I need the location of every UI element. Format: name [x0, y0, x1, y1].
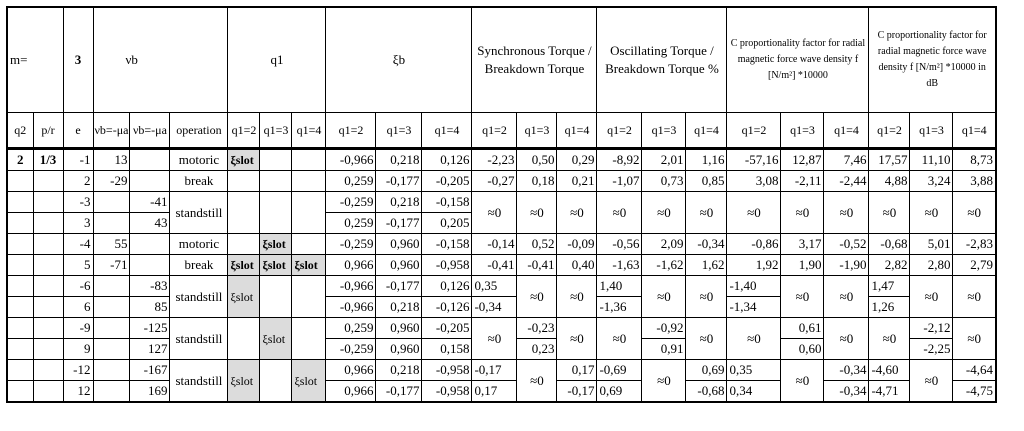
cell-xi-q4: -0,205	[422, 318, 472, 339]
cell-slot-q4	[292, 149, 326, 171]
col-slot-q3: q1=3	[260, 113, 292, 149]
cell-nu2: 85	[130, 297, 170, 318]
cell-xi-q3: -0,177	[376, 276, 422, 297]
cell-nu2: -125	[130, 318, 170, 339]
cell-sync-q3: -0,23	[517, 318, 557, 339]
cell-c-q3: 1,90	[781, 255, 824, 276]
cell-slot-q4	[292, 171, 326, 192]
cell-nu2: 43	[130, 213, 170, 234]
cell-slot-q4	[292, 318, 326, 360]
cell-sync-q3: ≈0	[517, 192, 557, 234]
cell-osc-q3: -1,62	[642, 255, 686, 276]
cell-nu1	[93, 213, 130, 234]
cell-e: -3	[63, 192, 93, 213]
cell-nu2: -41	[130, 192, 170, 213]
cell-xi-q2: 0,259	[326, 171, 376, 192]
cell-db-q2: ≈0	[869, 318, 910, 360]
cell-sync-q2: 0,35	[472, 276, 517, 297]
cell-c-q2: ≈0	[727, 318, 781, 360]
cell-slot-q2: ξslot	[228, 255, 260, 276]
cell-c-q3: 3,17	[781, 234, 824, 255]
cell-xi-q4: 0,158	[422, 339, 472, 360]
cell-db-q2: -0,68	[869, 234, 910, 255]
cell-osc-q4: 1,16	[686, 149, 727, 171]
cell-c-q4: -0,52	[824, 234, 869, 255]
cell-xi-q2: -0,966	[326, 297, 376, 318]
col-operation: operation	[170, 113, 228, 149]
cell-nu1	[93, 339, 130, 360]
table-row	[7, 255, 996, 276]
table-row	[7, 318, 996, 339]
cell-pr	[33, 318, 63, 339]
col-e: e	[63, 113, 93, 149]
cell-osc-q3: ≈0	[642, 192, 686, 234]
cell-slot-q2	[228, 192, 260, 234]
cell-osc-q3: 2,09	[642, 234, 686, 255]
cell-osc-q2: 1,40	[597, 276, 642, 297]
cell-sync-q2: -0,14	[472, 234, 517, 255]
col-osc-q3: q1=3	[642, 113, 686, 149]
cell-xi-q4: -0,958	[422, 381, 472, 403]
cell-slot-q4	[292, 276, 326, 318]
cell-sync-q2: -0,17	[472, 360, 517, 381]
cell-xi-q3: 0,218	[376, 149, 422, 171]
cell-nu2	[130, 255, 170, 276]
col-osc-q2: q1=2	[597, 113, 642, 149]
c-factor-header: C proportionality factor for radial magnetic force wave density f [N/m²] *10000	[727, 7, 869, 113]
cell-sync-q3: ≈0	[517, 360, 557, 403]
cell-operation: break	[170, 171, 228, 192]
cell-pr: 1/3	[33, 149, 63, 171]
cell-db-q2: ≈0	[869, 192, 910, 234]
cell-e: 9	[63, 339, 93, 360]
cell-osc-q3: 0,91	[642, 339, 686, 360]
col-q2: q2	[7, 113, 33, 149]
cell-nu1	[93, 192, 130, 213]
cell-osc-q3: ≈0	[642, 360, 686, 403]
cell-xi-q3: 0,960	[376, 318, 422, 339]
cell-xi-q3: 0,960	[376, 255, 422, 276]
cell-db-q2: -4,60	[869, 360, 910, 381]
col-xi-q2: q1=2	[326, 113, 376, 149]
cell-pr	[33, 339, 63, 360]
cell-q2	[7, 297, 33, 318]
cell-db-q2: 1,26	[869, 297, 910, 318]
cell-osc-q2: -0,69	[597, 360, 642, 381]
col-sync-q2: q1=2	[472, 113, 517, 149]
cell-osc-q4: ≈0	[686, 276, 727, 318]
cell-sync-q3: ≈0	[517, 276, 557, 318]
cell-pr	[33, 297, 63, 318]
cell-q2	[7, 255, 33, 276]
cell-db-q4: ≈0	[953, 192, 996, 234]
cell-pr	[33, 360, 63, 381]
cell-nu2	[130, 149, 170, 171]
cell-slot-q4	[292, 234, 326, 255]
xi-b-header: ξb	[326, 7, 472, 113]
cell-slot-q2: ξslot	[228, 360, 260, 403]
col-sync-q3: q1=3	[517, 113, 557, 149]
cell-xi-q3: 0,960	[376, 339, 422, 360]
cell-osc-q4: 1,62	[686, 255, 727, 276]
cell-slot-q3: ξslot	[260, 318, 292, 360]
cell-osc-q4: ≈0	[686, 318, 727, 360]
cell-operation: motoric	[170, 149, 228, 171]
cell-q2	[7, 318, 33, 339]
cell-osc-q3: 0,73	[642, 171, 686, 192]
table-row	[7, 171, 996, 192]
cell-nu1	[93, 381, 130, 403]
cell-c-q3: -2,11	[781, 171, 824, 192]
cell-db-q3: 2,80	[910, 255, 953, 276]
cell-xi-q2: 0,259	[326, 213, 376, 234]
cell-pr	[33, 171, 63, 192]
cell-pr	[33, 234, 63, 255]
cell-slot-q2	[228, 171, 260, 192]
cell-sync-q4: ≈0	[557, 192, 597, 234]
cell-xi-q2: 0,966	[326, 360, 376, 381]
cell-sync-q4: 0,21	[557, 171, 597, 192]
cell-osc-q2: -1,07	[597, 171, 642, 192]
cell-db-q4: -4,64	[953, 360, 996, 381]
cell-q2	[7, 339, 33, 360]
cell-xi-q2: -0,966	[326, 149, 376, 171]
cell-sync-q3: 0,23	[517, 339, 557, 360]
cell-operation: break	[170, 255, 228, 276]
cell-c-q4: -0,34	[824, 360, 869, 381]
cell-slot-q3: ξslot	[260, 255, 292, 276]
cell-sync-q2: -2,23	[472, 149, 517, 171]
cell-xi-q2: -0,259	[326, 234, 376, 255]
cell-c-q2: -1,40	[727, 276, 781, 297]
cell-sync-q3: 0,52	[517, 234, 557, 255]
col-slot-q4: q1=4	[292, 113, 326, 149]
table-row	[7, 234, 996, 255]
col-c-q4: q1=4	[824, 113, 869, 149]
osc-torque-header: Oscillating Torque / Breakdown Torque %	[597, 7, 727, 113]
cell-osc-q4: 0,85	[686, 171, 727, 192]
cell-nu1: -29	[93, 171, 130, 192]
cell-db-q2: 1,47	[869, 276, 910, 297]
cell-xi-q3: 0,218	[376, 192, 422, 213]
cell-slot-q3	[260, 360, 292, 403]
table-row	[7, 360, 996, 381]
cell-nu1	[93, 276, 130, 297]
cell-osc-q2: ≈0	[597, 318, 642, 360]
cell-c-q3: ≈0	[781, 276, 824, 318]
cell-sync-q4: ≈0	[557, 318, 597, 360]
cell-c-q2: 0,35	[727, 360, 781, 381]
cell-c-q3: ≈0	[781, 360, 824, 403]
cell-xi-q3: -0,177	[376, 171, 422, 192]
cell-db-q3: 5,01	[910, 234, 953, 255]
cell-osc-q4: -0,68	[686, 381, 727, 403]
cell-db-q2: 2,82	[869, 255, 910, 276]
cell-operation: standstill	[170, 192, 228, 234]
col-db-q2: q1=2	[869, 113, 910, 149]
cell-db-q3: 3,24	[910, 171, 953, 192]
cell-osc-q2: ≈0	[597, 192, 642, 234]
cell-xi-q3: 0,960	[376, 234, 422, 255]
col-xi-q4: q1=4	[422, 113, 472, 149]
cell-osc-q3: 2,01	[642, 149, 686, 171]
cell-nu2: 127	[130, 339, 170, 360]
cell-c-q3: 0,61	[781, 318, 824, 339]
cell-db-q2: 4,88	[869, 171, 910, 192]
cell-nu1	[93, 318, 130, 339]
cell-c-q3: 0,60	[781, 339, 824, 360]
col-slot-q2: q1=2	[228, 113, 260, 149]
col-pr: p/r	[33, 113, 63, 149]
cell-xi-q2: -0,259	[326, 192, 376, 213]
cell-c-q4: -0,34	[824, 381, 869, 403]
cell-xi-q2: -0,259	[326, 339, 376, 360]
subheader-row	[7, 113, 996, 149]
cell-sync-q3: 0,50	[517, 149, 557, 171]
cell-slot-q3	[260, 192, 292, 234]
cell-xi-q2: 0,966	[326, 255, 376, 276]
cell-c-q4: ≈0	[824, 318, 869, 360]
cell-pr	[33, 276, 63, 297]
cell-e: -12	[63, 360, 93, 381]
cell-c-q3: 12,87	[781, 149, 824, 171]
cell-osc-q4: 0,69	[686, 360, 727, 381]
cell-sync-q4: -0,17	[557, 381, 597, 403]
cell-slot-q2: ξslot	[228, 276, 260, 318]
cell-e: 3	[63, 213, 93, 234]
cell-nu2	[130, 171, 170, 192]
cell-xi-q4: -0,958	[422, 360, 472, 381]
cell-slot-q4: ξslot	[292, 360, 326, 403]
table-container	[6, 6, 997, 403]
col-c-q2: q1=2	[727, 113, 781, 149]
cell-q2: 2	[7, 149, 33, 171]
cell-osc-q2: -1,63	[597, 255, 642, 276]
cell-c-q2: 1,92	[727, 255, 781, 276]
col-db-q4: q1=4	[953, 113, 996, 149]
cell-e: -9	[63, 318, 93, 339]
cell-osc-q4: ≈0	[686, 192, 727, 234]
cell-c-q4: ≈0	[824, 276, 869, 318]
cell-xi-q2: 0,966	[326, 381, 376, 403]
cell-pr	[33, 192, 63, 213]
header-row	[7, 7, 996, 113]
cell-q2	[7, 192, 33, 213]
cell-e: 2	[63, 171, 93, 192]
table-row	[7, 149, 996, 171]
cell-c-q4: -1,90	[824, 255, 869, 276]
col-xi-q3: q1=3	[376, 113, 422, 149]
cell-operation: standstill	[170, 276, 228, 318]
cell-sync-q2: ≈0	[472, 318, 517, 360]
cell-db-q4: 2,79	[953, 255, 996, 276]
cell-db-q2: 17,57	[869, 149, 910, 171]
cell-nu2: -167	[130, 360, 170, 381]
cell-slot-q4	[292, 192, 326, 234]
cell-q2	[7, 276, 33, 297]
cell-osc-q3: ≈0	[642, 276, 686, 318]
cell-slot-q2	[228, 234, 260, 255]
cell-c-q2: -0,86	[727, 234, 781, 255]
cell-osc-q2: -0,56	[597, 234, 642, 255]
cell-c-q2: ≈0	[727, 192, 781, 234]
cell-nu2	[130, 234, 170, 255]
cell-c-q2: -57,16	[727, 149, 781, 171]
cell-db-q4: -4,75	[953, 381, 996, 403]
cell-xi-q4: 0,126	[422, 276, 472, 297]
cell-xi-q4: -0,205	[422, 171, 472, 192]
cell-xi-q3: -0,177	[376, 213, 422, 234]
cell-nu1: 55	[93, 234, 130, 255]
cell-sync-q2: 0,17	[472, 381, 517, 403]
cell-slot-q3: ξslot	[260, 234, 292, 255]
cell-slot-q3	[260, 149, 292, 171]
col-nu2: νb=-μa	[130, 113, 170, 149]
cell-db-q4: 3,88	[953, 171, 996, 192]
col-nu1: νb=-μa	[93, 113, 130, 149]
col-c-q3: q1=3	[781, 113, 824, 149]
cell-c-q2: -1,34	[727, 297, 781, 318]
table-row	[7, 381, 996, 403]
cell-osc-q2: -1,36	[597, 297, 642, 318]
cell-operation: motoric	[170, 234, 228, 255]
cell-pr	[33, 381, 63, 403]
cell-e: -6	[63, 276, 93, 297]
cell-sync-q3: 0,18	[517, 171, 557, 192]
cell-xi-q3: -0,177	[376, 381, 422, 403]
cell-sync-q4: 0,29	[557, 149, 597, 171]
m-label: m=	[7, 7, 63, 113]
cell-sync-q2: -0,41	[472, 255, 517, 276]
cell-osc-q2: 0,69	[597, 381, 642, 403]
cell-c-q4: 7,46	[824, 149, 869, 171]
q1-header: q1	[228, 7, 326, 113]
cell-xi-q2: -0,966	[326, 276, 376, 297]
cell-osc-q2: -8,92	[597, 149, 642, 171]
c-factor-db-header: C proportionality factor for radial magnetic force wave density f [N/m²] *10000 in dB	[869, 7, 996, 113]
cell-c-q4: -2,44	[824, 171, 869, 192]
results-table	[6, 6, 997, 403]
cell-q2	[7, 171, 33, 192]
cell-pr	[33, 213, 63, 234]
m-value: 3	[63, 7, 93, 113]
cell-e: 12	[63, 381, 93, 403]
table-row	[7, 192, 996, 213]
cell-slot-q2: ξslot	[228, 149, 260, 171]
cell-db-q3: 11,10	[910, 149, 953, 171]
cell-osc-q4: -0,34	[686, 234, 727, 255]
cell-q2	[7, 381, 33, 403]
cell-xi-q3: 0,218	[376, 360, 422, 381]
cell-sync-q4: 0,17	[557, 360, 597, 381]
cell-pr	[33, 255, 63, 276]
cell-xi-q2: 0,259	[326, 318, 376, 339]
cell-db-q3: -2,12	[910, 318, 953, 339]
cell-db-q2: -4,71	[869, 381, 910, 403]
cell-e: 6	[63, 297, 93, 318]
cell-sync-q3: -0,41	[517, 255, 557, 276]
cell-sync-q4: ≈0	[557, 276, 597, 318]
cell-nu1	[93, 360, 130, 381]
cell-slot-q2	[228, 318, 260, 360]
cell-db-q4: -2,83	[953, 234, 996, 255]
col-osc-q4: q1=4	[686, 113, 727, 149]
cell-db-q4: ≈0	[953, 276, 996, 318]
cell-xi-q4: -0,158	[422, 192, 472, 213]
cell-sync-q4: -0,09	[557, 234, 597, 255]
cell-nu1: 13	[93, 149, 130, 171]
cell-q2	[7, 360, 33, 381]
cell-xi-q4: -0,958	[422, 255, 472, 276]
cell-xi-q4: 0,205	[422, 213, 472, 234]
cell-nu1	[93, 297, 130, 318]
cell-slot-q3	[260, 171, 292, 192]
cell-sync-q2: -0,27	[472, 171, 517, 192]
sync-torque-header: Synchronous Torque / Breakdown Torque	[472, 7, 597, 113]
cell-e: -1	[63, 149, 93, 171]
cell-xi-q3: 0,218	[376, 297, 422, 318]
col-db-q3: q1=3	[910, 113, 953, 149]
cell-slot-q3	[260, 276, 292, 318]
col-sync-q4: q1=4	[557, 113, 597, 149]
cell-xi-q4: -0,126	[422, 297, 472, 318]
cell-db-q3: ≈0	[910, 276, 953, 318]
cell-c-q3: ≈0	[781, 192, 824, 234]
cell-operation: standstill	[170, 360, 228, 403]
cell-sync-q2: ≈0	[472, 192, 517, 234]
cell-db-q3: ≈0	[910, 192, 953, 234]
cell-sync-q2: -0,34	[472, 297, 517, 318]
cell-slot-q4: ξslot	[292, 255, 326, 276]
cell-xi-q4: -0,158	[422, 234, 472, 255]
cell-q2	[7, 213, 33, 234]
cell-c-q2: 3,08	[727, 171, 781, 192]
cell-operation: standstill	[170, 318, 228, 360]
cell-db-q3: -2,25	[910, 339, 953, 360]
cell-c-q2: 0,34	[727, 381, 781, 403]
cell-db-q4: ≈0	[953, 318, 996, 360]
cell-xi-q4: 0,126	[422, 149, 472, 171]
table-row	[7, 276, 996, 297]
cell-db-q4: 8,73	[953, 149, 996, 171]
cell-nu2: -83	[130, 276, 170, 297]
cell-e: -4	[63, 234, 93, 255]
cell-q2	[7, 234, 33, 255]
cell-osc-q3: -0,92	[642, 318, 686, 339]
cell-sync-q4: 0,40	[557, 255, 597, 276]
cell-nu1: -71	[93, 255, 130, 276]
cell-e: 5	[63, 255, 93, 276]
nu-b-header: νb	[93, 7, 228, 113]
cell-db-q3: ≈0	[910, 360, 953, 403]
cell-nu2: 169	[130, 381, 170, 403]
cell-c-q4: ≈0	[824, 192, 869, 234]
